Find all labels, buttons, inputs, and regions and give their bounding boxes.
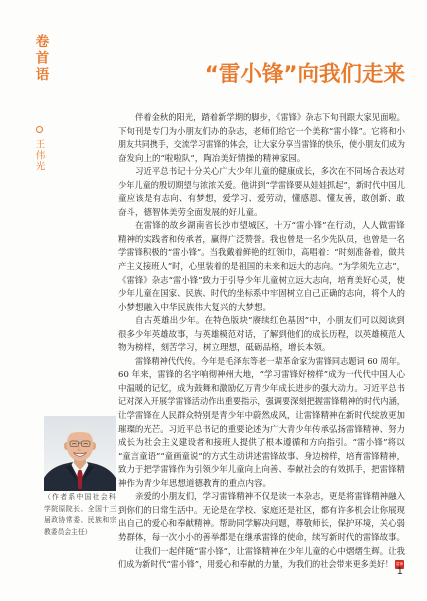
body-line-text: 记对深入开展学雷锋活动作出重要指示，强调要深刻把握雷锋精神的时代内涵， — [118, 397, 405, 408]
body-line — [118, 288, 405, 302]
article-body — [118, 112, 405, 573]
body-line-text: 朋友共同携手，交流学习雷锋的体会，让大家分享当雷锋的快乐，使小朋友们成为 — [118, 140, 405, 151]
paragraph-first-line — [118, 220, 405, 234]
body-line-text: 到你们的日常生活中。无论是在学校、家庭还是社区，都有许多机会让你展现 — [118, 505, 405, 516]
body-line — [118, 464, 405, 478]
body-line-text: 出自己的爱心和奉献精神。帮助同学解决问题，尊敬师长，保护环境，关心弱 — [118, 519, 405, 530]
body-line — [118, 383, 405, 397]
body-line — [118, 410, 405, 424]
paragraph-first-line — [118, 166, 405, 180]
section-label: 卷首语 — [33, 34, 49, 84]
body-line — [118, 396, 405, 410]
body-line-text: 《雷锋》杂志“雷小锋”致力于引导少年儿童树立远大志向，培育美好心灵，使 — [118, 275, 405, 286]
body-line-text: 小梦想融入中华民族伟大复兴的大梦想。 — [118, 302, 272, 313]
author-portrait-image — [44, 416, 116, 491]
body-line-text: 伴着金秋的阳光，踏着新学期的脚步，《雷锋》杂志下旬刊跟大家见面啦。 — [135, 113, 405, 123]
body-line-text: 精神的实践者和传承者，赢得广泛赞誉。我也曾是一名少先队员，也曾是一名 — [118, 234, 405, 245]
body-line — [118, 234, 405, 248]
body-line — [118, 126, 405, 140]
body-line-text: 自古英雄出少年。在特色版块“赓续红色基因”中，小朋友们可以阅读到 — [135, 316, 405, 327]
body-line-text: 璀璨的光芒。习近平总书记的重要论述为广大青少年传承弘扬雷锋精神、努力 — [118, 424, 405, 435]
body-line-text: “童言童语”“童画童说”的方式生动讲述雷锋故事、身边榜样，培育雷锋精神， — [118, 451, 405, 462]
body-line-text: 让学雷锋在人民群众特别是青少年中蔚然成风，让雷锋精神在新时代绽放更加 — [118, 411, 405, 422]
body-line — [118, 180, 405, 194]
paragraph-first-line — [118, 112, 405, 126]
caption-line — [44, 515, 117, 527]
paragraph-first-line — [118, 356, 405, 370]
body-line — [118, 193, 405, 207]
body-line-text: 60 年来，雷锋的名字响彻神州大地，“学习雷锋好榜样”成为一代代中国人心 — [118, 370, 405, 381]
body-line-text: 奋发向上的“啦啦队”，陶冶美好情操的精神家园。 — [118, 153, 306, 164]
paragraph-first-line — [118, 491, 405, 505]
body-line — [118, 302, 405, 316]
body-line-text: 学雷锋积极的“雷小锋”。当我戴着鲜艳的红领巾，高唱着：“时刻准备着，做共 — [118, 248, 405, 259]
body-line-text: 神作为青少年思想道德教育的重点内容。 — [118, 478, 272, 489]
paragraph-first-line — [118, 546, 405, 560]
body-line-text: 物为榜样，刻苦学习，树立理想，砥砺品格，增长本领。 — [118, 343, 331, 354]
body-line — [118, 139, 405, 153]
photo-caption — [44, 492, 117, 538]
body-line-text: 在雷锋的故乡湖南省长沙市望城区，十万“雷小锋”在行动，人人做雷锋 — [135, 221, 405, 232]
body-line-text: 很多少年英雄故事，与英雄模范对话，了解到他们的成长历程，以英雄模范人 — [118, 329, 405, 340]
body-line-text: 致力于把学雷锋作为引领少年儿童向上向善、奉献社会的有效抓手，把雷锋精 — [118, 465, 405, 476]
body-line-text: 奋斗，德智体美劳全面发展的好儿童。 — [118, 207, 263, 218]
body-line — [118, 261, 405, 275]
body-line-text: 亲爱的小朋友们，学习雷锋精神不仅是读一本杂志，更是将雷锋精神融入 — [135, 492, 405, 503]
body-line — [118, 153, 405, 167]
caption-line — [44, 527, 117, 539]
author-dot-icon — [36, 126, 43, 133]
body-line — [118, 451, 405, 465]
article-title: “雷小锋”向我们走来 — [204, 62, 405, 87]
body-line — [118, 247, 405, 261]
body-line — [118, 559, 405, 573]
body-line — [118, 478, 405, 492]
body-line — [118, 207, 405, 221]
body-line-text: 少年儿童的殷切期望与浓浓关爱。他讲到“学雷锋要从娃娃抓起”，新时代中国儿 — [118, 180, 405, 191]
caption-line-text: 教委员会主任） — [44, 527, 92, 536]
body-line-text: 势群体，每一次小小的善举都是在继承雷锋的使命，续写新时代的雷锋故事。 — [118, 532, 405, 543]
caption-line — [44, 504, 117, 516]
end-mark-icon: 雷锋 — [395, 560, 404, 569]
body-line — [118, 532, 405, 546]
body-line-text: 成长为社会主义建设者和接班人提供了根本遵循和方向指引。“雷小锋”将以 — [118, 438, 405, 449]
caption-line-text: 学院原院长、全国十三 — [44, 504, 117, 513]
author-photo — [44, 416, 116, 491]
body-line-text: 习近平总书记十分关心广大少年儿童的健康成长，多次在不同场合表达对 — [135, 167, 405, 178]
body-line — [118, 505, 405, 519]
author-name: 王伟光 — [33, 139, 45, 172]
body-line — [118, 342, 405, 356]
body-line — [118, 275, 405, 289]
body-line-text: 产主义接班人”时，心里装着的是祖国的未来和远大的志向。“为学须先立志”， — [118, 262, 405, 273]
body-line — [118, 329, 405, 343]
body-line — [118, 518, 405, 532]
page-number: 1 — [397, 566, 403, 577]
body-line-text: 少年儿童在国家、民族、时代的坐标系中牢固树立自己正确的志向，将个人的 — [118, 289, 405, 300]
body-line-text: 中温暖的记忆，成为鼓舞和激励亿万青少年成长进步的强大动力。习近平总书 — [118, 383, 405, 394]
caption-line-text: 届政协常委、民族和宗 — [44, 516, 117, 525]
body-line — [118, 437, 405, 451]
body-line-text: 雷锋精神代代传。今年是毛泽东等老一辈革命家为雷锋同志题词 60 周年。 — [135, 356, 405, 367]
body-line-text: 下旬刊是专门为小朋友们办的杂志，老师们给它一个美称“雷小锋”。它将和小 — [118, 126, 405, 137]
body-line — [118, 424, 405, 438]
body-line-text: 们成为新时代“雷小锋”，用爱心和奉献的力量，为我们的社会带来更多美好！ — [118, 560, 393, 571]
body-line-text: 童应该是有志向、有梦想，爱学习、爱劳动，懂感恩、懂友善，敢创新、敢 — [118, 194, 405, 205]
body-line-text: 让我们一起伴随“雷小锋”，让雷锋精神在少年儿童的心中熠熠生辉。让我 — [135, 546, 405, 557]
body-line — [118, 369, 405, 383]
caption-line-text: （作者系中国社会科 — [44, 493, 117, 501]
caption-line — [44, 492, 117, 504]
paragraph-first-line — [118, 315, 405, 329]
